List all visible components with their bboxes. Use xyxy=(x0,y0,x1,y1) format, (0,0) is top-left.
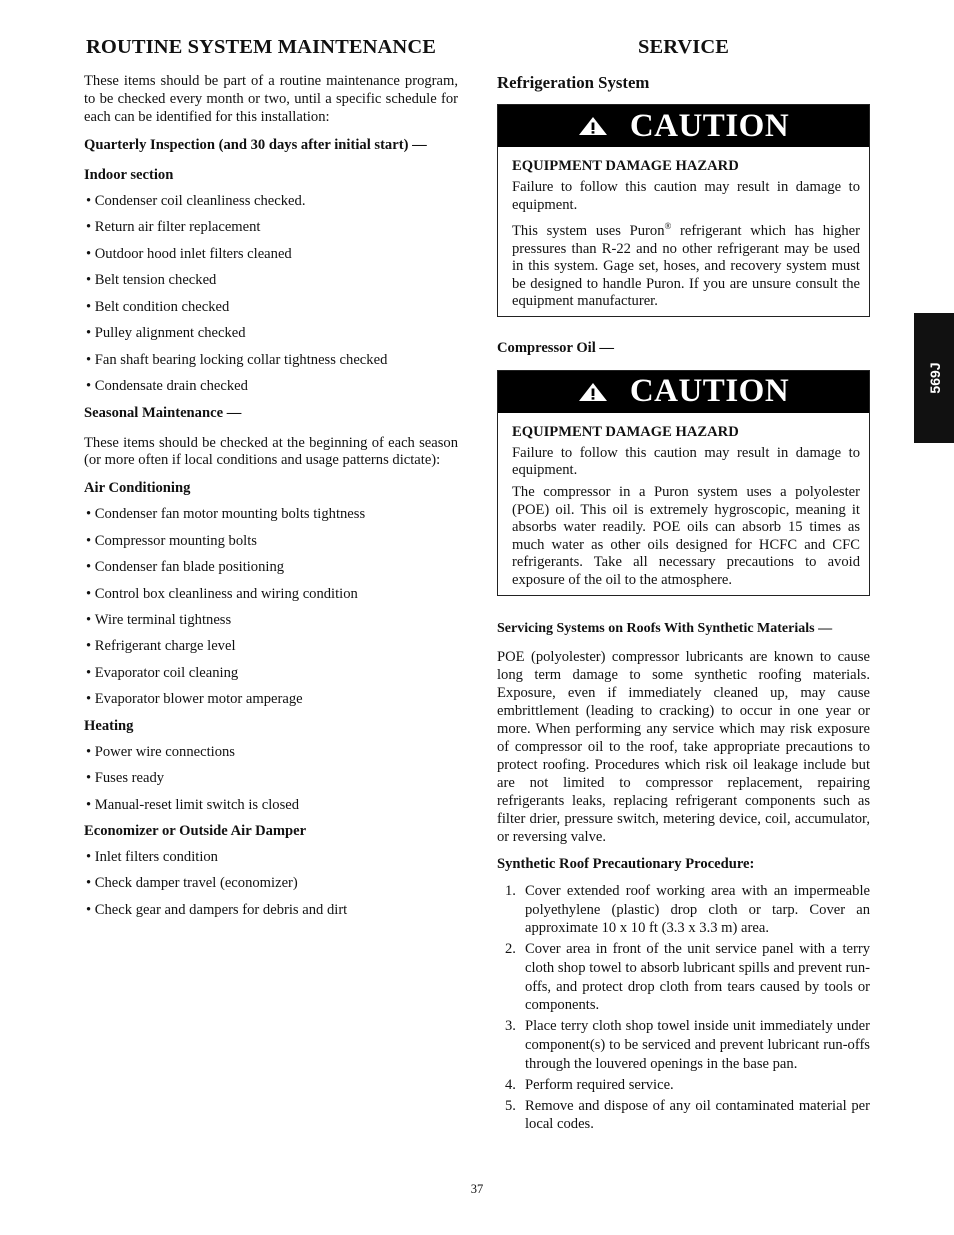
procedure-step: 2. Cover area in front of the unit service panel with a terry cloth shop towel to absorb lubricant spills and prevent run-offs, and protect drop cloth from tears caused by tools or components. xyxy=(505,941,870,1014)
procedure-step: 3. Place terry cloth shop towel inside unit immediately under component(s) to be serviced and prevent lubricant run-offs through the louvered openings in the base pan. xyxy=(505,1018,870,1072)
caution-banner xyxy=(498,371,869,413)
list-item: • Condenser fan blade positioning xyxy=(84,559,458,577)
list-item: • Refrigerant charge level xyxy=(84,638,458,656)
list-item: • Belt tension checked xyxy=(84,272,458,290)
heating-list xyxy=(84,744,458,815)
procedure-step: 4. Perform required service. xyxy=(505,1076,674,1093)
side-tab-label: 569J xyxy=(926,362,943,394)
indoor-heading: Indoor section xyxy=(84,167,174,184)
caution-text-puron: This system uses Puron® refrigerant which has higher pressures than R-22 and no other refrigerant may be used in this system. Gage set, hoses, and recovery system must be designed to handle Puron. If you are unsure consult the equipment manufacturer. xyxy=(512,221,860,310)
list-item: • Check damper travel (economizer) xyxy=(84,875,458,893)
roofs-text: POE (polyolester) compressor lubricants are known to cause long term damage to some synthetic roofing materials. Exposure, even if immediately cleaned up, may cause embrittlement (leading to cracking) to occur in one year or more. When performing any service which may risk exposure of compressor oil to the roof, take appropriate precautions to protect roofing. Procedures which risk oil leakage include but are not limited to compressor replacement, repairing refrigerants leaks, replacing refrigerant components such as filter drier, pressure switch, metering device, coil, accumulator, or reversing valve. xyxy=(497,649,870,846)
warning-triangle-icon xyxy=(578,116,608,136)
warning-triangle-icon xyxy=(578,382,608,402)
caution-body xyxy=(498,147,869,316)
refrigeration-heading: Refrigeration System xyxy=(497,73,650,92)
list-item: • Manual-reset limit switch is closed xyxy=(84,797,458,815)
caution-label: CAUTION xyxy=(629,373,790,410)
list-item: • Evaporator coil cleaning xyxy=(84,665,458,683)
hazard-title: EQUIPMENT DAMAGE HAZARD xyxy=(512,423,739,440)
caution-box-refrigerant xyxy=(497,104,870,317)
hazard-title: EQUIPMENT DAMAGE HAZARD xyxy=(512,158,739,174)
routine-maintenance-title: ROUTINE SYSTEM MAINTENANCE xyxy=(86,36,437,58)
roofs-heading: Servicing Systems on Roofs With Synthetic Materials — xyxy=(497,620,833,636)
procedure-steps xyxy=(497,882,870,1134)
page-number: 37 xyxy=(470,1182,484,1196)
service-column xyxy=(497,34,870,1136)
ac-list xyxy=(84,506,458,709)
list-item: • Pulley alignment checked xyxy=(84,325,458,343)
list-item: • Condenser fan motor mounting bolts tightness xyxy=(84,506,458,524)
registered-mark: ® xyxy=(664,221,672,232)
list-item: • Fuses ready xyxy=(84,770,458,788)
list-item: • Compressor mounting bolts xyxy=(84,533,458,551)
list-item: • Condensate drain checked xyxy=(84,378,458,396)
service-title: SERVICE xyxy=(637,36,730,58)
list-item: • Wire terminal tightness xyxy=(84,612,458,630)
seasonal-heading: Seasonal Maintenance — xyxy=(84,404,242,421)
economizer-heading: Economizer or Outside Air Damper xyxy=(84,823,307,840)
seasonal-intro: These items should be checked at the beginning of each season (or more often if local conditions and usage patterns dictate): xyxy=(84,434,458,469)
list-item: • Power wire connections xyxy=(84,744,458,762)
caution-text-poe: The compressor in a Puron system uses a polyolester (POE) oil. This oil is extremely hygroscopic, meaning it absorbs water readily. POE oils can absorb 15 times as much water as other oils designed for HCFC and CFC refrigerants. Take all necessary precautions to avoid exposure of the oil to the atmosphere. xyxy=(512,484,860,588)
list-item: • Outdoor hood inlet filters cleaned xyxy=(84,246,458,264)
caution-label: CAUTION xyxy=(629,107,790,144)
list-item: • Evaporator blower motor amperage xyxy=(84,691,458,709)
list-item: • Inlet filters condition xyxy=(84,849,458,867)
list-item: • Belt condition checked xyxy=(84,299,458,317)
procedure-step: 5. Remove and dispose of any oil contaminated material per local codes. xyxy=(505,1097,870,1133)
list-item: • Control box cleanliness and wiring condition xyxy=(84,586,458,604)
economizer-list xyxy=(84,849,458,920)
quarterly-heading: Quarterly Inspection (and 30 days after initial start) — xyxy=(84,137,427,154)
indoor-list xyxy=(84,193,458,396)
list-item: • Condenser coil cleanliness checked. xyxy=(84,193,458,211)
heating-heading: Heating xyxy=(84,717,134,734)
caution-box-oil xyxy=(497,370,870,596)
routine-intro: These items should be part of a routine maintenance program, to be checked every month or two, until a specific schedule for each can be identified for this installation: xyxy=(84,73,458,125)
side-tab xyxy=(914,313,954,443)
ac-heading: Air Conditioning xyxy=(84,480,191,497)
caution-body xyxy=(498,413,869,595)
caution-text: Failure to follow this caution may result in damage to equipment. xyxy=(512,179,860,213)
procedure-heading: Synthetic Roof Precautionary Procedure: xyxy=(497,856,755,873)
caution-banner xyxy=(498,105,869,147)
procedure-step: 1. Cover extended roof working area with an impermeable polyethylene (plastic) drop cloth or tarp. Cover an approximate 10 x 10 ft (3.3 x 3.3 m) area. xyxy=(505,883,870,937)
list-item: • Return air filter replacement xyxy=(84,219,458,237)
list-item: • Fan shaft bearing locking collar tightness checked xyxy=(84,352,458,370)
caution-text: Failure to follow this caution may result in damage to equipment. xyxy=(512,444,860,479)
list-item: • Check gear and dampers for debris and dirt xyxy=(84,902,458,920)
routine-maintenance-column xyxy=(84,34,458,928)
compressor-oil-heading: Compressor Oil — xyxy=(497,340,615,357)
